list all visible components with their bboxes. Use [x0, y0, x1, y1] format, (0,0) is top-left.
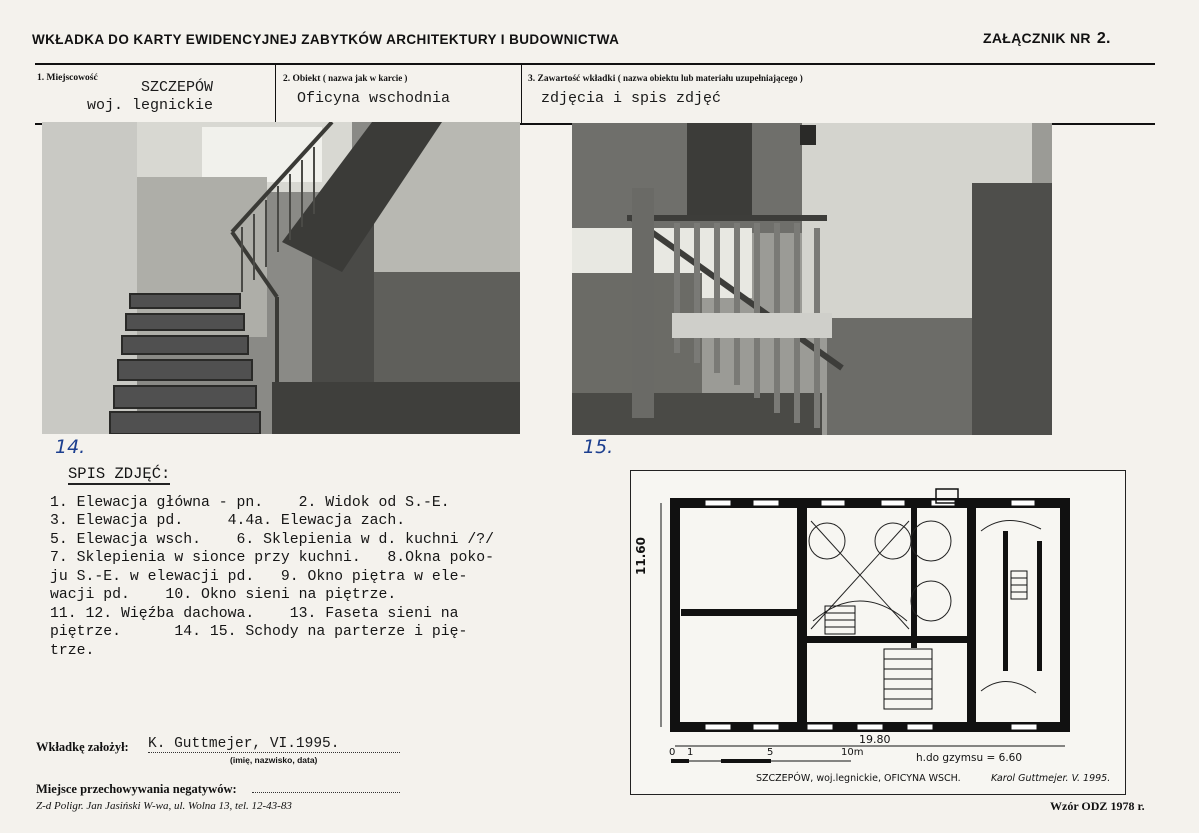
photo-staircase-ground-floor	[42, 122, 520, 434]
founder-value: K. Guttmejer, VI.1995.	[148, 736, 400, 753]
photo-number-14: 14.	[55, 436, 86, 458]
photo-list-title	[68, 465, 610, 484]
photo-list-line: 7. Sklepienia w sionce przy kuchni. 8.Okna poko-	[50, 550, 494, 566]
locality-label: 1. Miejscowość	[37, 73, 98, 83]
contents-label-text: 3. Zawartość wkładki	[528, 74, 616, 84]
object-value: Oficyna wschodnia	[297, 90, 451, 107]
annex-number: 2.	[1096, 30, 1111, 47]
photo-list-line: 1. Elewacja główna - pn. 2. Widok od S.-E.	[50, 494, 450, 511]
field-separator	[275, 65, 276, 123]
plan-dimension-horizontal: 19.80	[859, 733, 891, 746]
photo-list-title-text: SPIS ZDJĘĆ:	[68, 465, 171, 483]
plan-dimension-vertical: 11.60	[634, 537, 648, 575]
form-title: WKŁADKA DO KARTY EWIDENCYJNEJ ZABYTKÓW ARCHITEKTURY I BUDOWNICTWA	[32, 32, 620, 47]
object-label-text: 2. Obiekt	[283, 74, 321, 84]
scale-tick: 1	[687, 747, 694, 758]
field-separator	[521, 65, 522, 123]
printer-imprint: Z-d Poligr. Jan Jasiński W-wa, ul. Wolna 13, tel. 12-43-83	[36, 800, 292, 812]
cornice-height: h.do gzymsu = 6.60	[916, 752, 1023, 764]
contents-label-hint: ( nazwa obiektu lub materiału uzupełniającego )	[617, 73, 803, 83]
negatives-label: Miejsce przechowywania negatywów:	[36, 782, 237, 796]
photo-list-line: ju S.-E. w elewacji pd. 9. Okno piętra w ele-	[50, 568, 468, 585]
scale-tick: 0	[669, 747, 676, 758]
contents-value: zdjęcia i spis zdjęć	[541, 90, 722, 107]
object-label-hint: ( nazwa jak w karcie )	[322, 73, 408, 83]
plan-author-signature: Karol Guttmejer. V. 1995.	[991, 773, 1111, 784]
object-label	[283, 73, 407, 84]
object-fields-row	[35, 63, 1155, 125]
photo-list-line: trze.	[50, 642, 95, 659]
locality-value: SZCZEPÓW	[141, 79, 214, 96]
photo-list-line: piętrze. 14. 15. Schody na parterze i pię-	[50, 624, 468, 640]
founder-hint: (imię, nazwisko, data)	[230, 755, 318, 765]
photo-staircase-upper-floor	[572, 123, 1052, 435]
annex-label-text: ZAŁĄCZNIK NR	[983, 30, 1091, 46]
contents-label	[528, 73, 803, 84]
plan-caption: SZCZEPÓW, woj.legnickie, OFICYNA WSCH.	[756, 773, 961, 784]
voivodeship-value: woj. legnickie	[87, 97, 214, 114]
photo-list-line: 3. Elewacja pd. 4.4a. Elewacja zach.	[50, 513, 406, 529]
scale-tick: 5	[767, 747, 774, 758]
founder-label: Wkładkę założył:	[36, 740, 129, 754]
negatives-value-line	[252, 780, 400, 793]
photo-list-line: wacji pd. 10. Okno sieni na piętrze.	[50, 587, 397, 603]
photo-list	[50, 465, 610, 660]
photo-number-15: 15.	[583, 436, 614, 458]
photo-list-line: 5. Elewacja wsch. 6. Sklepienia w d. kuchni /?/	[50, 531, 494, 548]
annex-label	[983, 30, 1111, 48]
floor-plan	[630, 470, 1126, 795]
photo-list-line: 11. 12. Więźba dachowa. 13. Faseta sieni na	[50, 605, 459, 622]
scale-tick: 10m	[841, 747, 864, 758]
form-mark: Wzór ODZ 1978 r.	[1050, 799, 1145, 813]
